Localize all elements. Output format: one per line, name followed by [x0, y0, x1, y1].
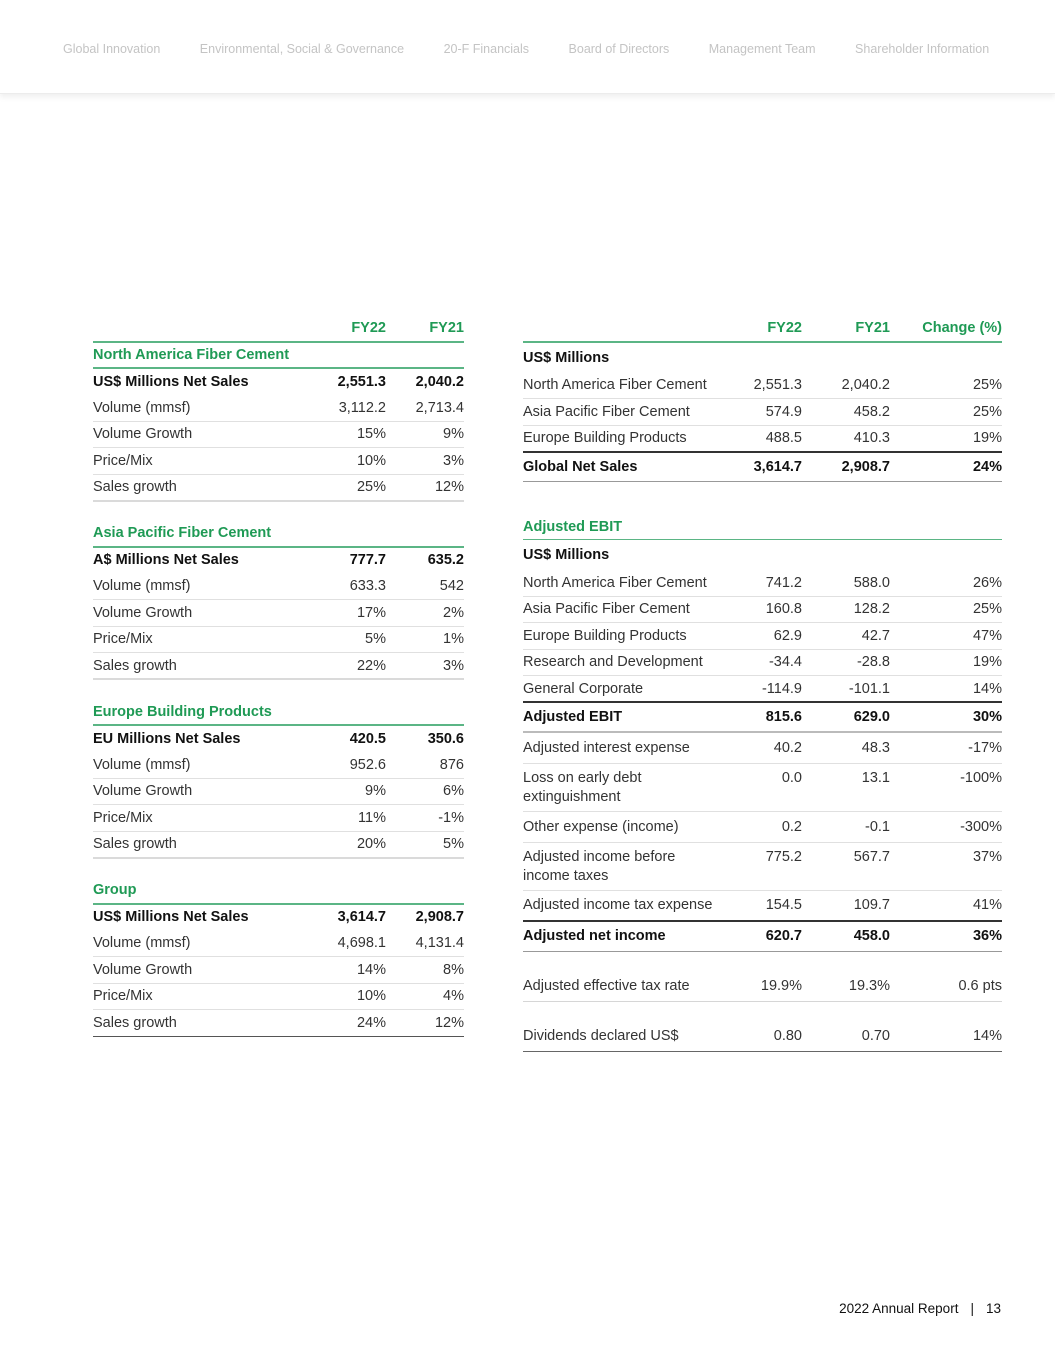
- value-fy21: -28.8: [802, 649, 890, 676]
- value-change: 19%: [890, 649, 1002, 676]
- row-label: Volume Growth: [93, 778, 313, 805]
- value-fy21: 2,908.7: [802, 452, 890, 482]
- spacer-row: [523, 482, 1002, 516]
- value-fy21: 19.3%: [802, 971, 890, 1001]
- value-fy22: 488.5: [723, 425, 802, 452]
- top-navigation: [0, 0, 1055, 94]
- row-label: Price/Mix: [93, 448, 313, 475]
- value-fy21: 5%: [386, 831, 464, 858]
- spacer-cell: [93, 858, 464, 878]
- unit-label: US$ Millions: [523, 546, 610, 563]
- value-fy22: 10%: [313, 448, 386, 475]
- value-fy22: 160.8: [723, 596, 802, 623]
- row-label: Volume (mmsf): [93, 752, 313, 779]
- value-fy21: 109.7: [802, 890, 890, 921]
- table-row: [93, 448, 464, 475]
- value-fy22: 0.80: [723, 1021, 802, 1051]
- header-fy22: FY22: [313, 315, 386, 342]
- section-title-row: [93, 878, 464, 904]
- row-label: US$ Millions Net Sales: [93, 909, 249, 926]
- value-fy21: 42.7: [802, 623, 890, 650]
- header-fy21: FY21: [386, 315, 464, 342]
- value-fy21: 876: [386, 752, 464, 779]
- nav-item-esg[interactable]: Environmental, Social & Governance: [199, 42, 405, 56]
- header-blank: [523, 315, 723, 342]
- value-change: 26%: [890, 570, 1002, 597]
- row-label: Price/Mix: [93, 805, 313, 832]
- row-label: Europe Building Products: [523, 623, 723, 650]
- unit-label: US$ Millions: [523, 349, 610, 366]
- value-fy22: 3,614.7: [337, 909, 386, 926]
- table-row: [523, 425, 1002, 452]
- nav-item-global-innovation[interactable]: Global Innovation: [63, 42, 161, 56]
- row-label: Research and Development: [523, 649, 723, 676]
- value-fy21: 48.3: [802, 732, 890, 763]
- row-label: Volume (mmsf): [93, 573, 313, 600]
- value-fy22: -34.4: [723, 649, 802, 676]
- table-row: [523, 649, 1002, 676]
- value-fy21: 2%: [386, 600, 464, 627]
- report-title: 2022 Annual Report: [839, 1301, 959, 1316]
- spacer-row: [523, 951, 1002, 971]
- nav-item-board-of-directors[interactable]: Board of Directors: [568, 42, 670, 56]
- table-row: [523, 676, 1002, 703]
- row-label: Sales growth: [93, 474, 313, 501]
- row-label: Volume (mmsf): [93, 395, 313, 422]
- table-row: [523, 763, 1002, 811]
- nav-list: [63, 42, 1029, 56]
- spacer-cell: [523, 951, 1002, 971]
- row-label: Dividends declared US$: [523, 1021, 723, 1051]
- value-fy22: 420.5: [349, 730, 386, 747]
- table-row: [523, 452, 1002, 482]
- value-fy22: 11%: [313, 805, 386, 832]
- value-change: 25%: [890, 372, 1002, 399]
- value-fy22: 952.6: [313, 752, 386, 779]
- financial-summary-table: [523, 315, 1002, 1052]
- value-fy22: 574.9: [723, 399, 802, 426]
- table-row: [523, 399, 1002, 426]
- row-label: Volume (mmsf): [93, 930, 313, 957]
- value-fy22: 2,551.3: [337, 373, 386, 390]
- segment-results-table: [93, 315, 464, 1037]
- section-title: North America Fiber Cement: [93, 342, 464, 368]
- header-fy21: FY21: [802, 315, 890, 342]
- value-fy22: 5%: [313, 626, 386, 653]
- row-label: Global Net Sales: [523, 452, 723, 482]
- section-title: Group: [93, 878, 464, 904]
- footer-separator: |: [970, 1301, 974, 1316]
- value-fy21: 588.0: [802, 570, 890, 597]
- value-change: 14%: [890, 1021, 1002, 1051]
- value-fy21: 458.0: [802, 921, 890, 951]
- spacer-row: [523, 1001, 1002, 1021]
- value-fy22: 2,551.3: [723, 372, 802, 399]
- table-row: [93, 778, 464, 805]
- table-row: [523, 372, 1002, 399]
- table-row: [523, 921, 1002, 951]
- section-spacer: [93, 679, 464, 699]
- value-fy21: 2,713.4: [386, 395, 464, 422]
- table-row: [93, 600, 464, 627]
- value-fy22: 19.9%: [723, 971, 802, 1001]
- row-label: Europe Building Products: [523, 425, 723, 452]
- value-change: 37%: [890, 842, 1002, 890]
- value-change: -100%: [890, 763, 1002, 811]
- value-fy22: 4,698.1: [313, 930, 386, 957]
- value-fy21: 3%: [386, 448, 464, 475]
- value-change: -17%: [890, 732, 1002, 763]
- table-row: [523, 842, 1002, 890]
- row-label: EU Millions Net Sales: [93, 730, 241, 747]
- table-row: [523, 623, 1002, 650]
- table-row: [93, 983, 464, 1010]
- row-label: Asia Pacific Fiber Cement: [523, 399, 723, 426]
- nav-item-20f-financials[interactable]: 20-F Financials: [443, 42, 530, 56]
- nav-item-shareholder-information[interactable]: Shareholder Information: [855, 42, 990, 56]
- spacer-cell: [523, 482, 1002, 516]
- value-change: 41%: [890, 890, 1002, 921]
- row-label: Asia Pacific Fiber Cement: [523, 596, 723, 623]
- table-row: [93, 805, 464, 832]
- value-fy21: 567.7: [802, 842, 890, 890]
- table-row: [93, 653, 464, 680]
- value-change: -300%: [890, 811, 1002, 842]
- value-fy21: 12%: [386, 1010, 464, 1037]
- value-fy22: 777.7: [349, 552, 386, 569]
- table-row: [93, 395, 464, 422]
- section-title-row: [93, 699, 464, 725]
- value-fy22: -114.9: [723, 676, 802, 703]
- table-row: [93, 474, 464, 501]
- value-fy21: 4%: [386, 983, 464, 1010]
- value-fy22: 40.2: [723, 732, 802, 763]
- table-row: [523, 890, 1002, 921]
- value-fy21: -1%: [386, 805, 464, 832]
- row-label: Adjusted interest expense: [523, 732, 723, 763]
- value-fy22: 22%: [313, 653, 386, 680]
- table-row: [523, 811, 1002, 842]
- unit-row: [523, 342, 1002, 372]
- page-number: 13: [985, 1301, 1001, 1316]
- section-spacer: [93, 501, 464, 521]
- row-label: Adjusted income before income taxes: [523, 842, 723, 890]
- table-row: [93, 831, 464, 858]
- section-title-row: [93, 342, 464, 368]
- row-label: US$ Millions Net Sales: [93, 373, 249, 390]
- table-row: [93, 725, 464, 752]
- row-label: Adjusted effective tax rate: [523, 971, 723, 1001]
- value-fy22: 620.7: [723, 921, 802, 951]
- value-fy21: 629.0: [802, 702, 890, 732]
- table-row: [93, 930, 464, 957]
- value-fy22: 815.6: [723, 702, 802, 732]
- value-change: 19%: [890, 425, 1002, 452]
- value-fy21: 128.2: [802, 596, 890, 623]
- value-fy22: 14%: [313, 957, 386, 984]
- table-header-row: [93, 315, 464, 342]
- table-row: [93, 626, 464, 653]
- value-fy22: 154.5: [723, 890, 802, 921]
- row-label: Sales growth: [93, 1010, 313, 1037]
- spacer-cell: [93, 501, 464, 521]
- value-fy22: 10%: [313, 983, 386, 1010]
- value-fy22: 17%: [313, 600, 386, 627]
- value-change: 25%: [890, 596, 1002, 623]
- value-fy22: 3,614.7: [723, 452, 802, 482]
- row-label: Volume Growth: [93, 421, 313, 448]
- value-fy21: 12%: [386, 474, 464, 501]
- row-label: Price/Mix: [93, 983, 313, 1010]
- section-title-row: [523, 516, 1002, 540]
- row-label: Volume Growth: [93, 600, 313, 627]
- value-fy22: 25%: [313, 474, 386, 501]
- table-row: [93, 421, 464, 448]
- nav-item-management-team[interactable]: Management Team: [708, 42, 816, 56]
- value-fy22: 741.2: [723, 570, 802, 597]
- value-fy21: 8%: [386, 957, 464, 984]
- value-fy21: 4,131.4: [386, 930, 464, 957]
- page-footer: [839, 1301, 1001, 1316]
- table-row: [523, 702, 1002, 732]
- value-fy21: 6%: [386, 778, 464, 805]
- value-fy22: 9%: [313, 778, 386, 805]
- row-label: Other expense (income): [523, 811, 723, 842]
- value-fy22: 775.2: [723, 842, 802, 890]
- row-label: Adjusted income tax expense: [523, 890, 723, 921]
- value-change: 0.6 pts: [890, 971, 1002, 1001]
- table-row: [523, 1021, 1002, 1051]
- value-fy22: 0.0: [723, 763, 802, 811]
- row-label: General Corporate: [523, 676, 723, 703]
- header-change: Change (%): [890, 315, 1002, 342]
- value-fy22: 20%: [313, 831, 386, 858]
- value-fy21: 3%: [386, 653, 464, 680]
- value-change: 36%: [890, 921, 1002, 951]
- value-fy21: 542: [386, 573, 464, 600]
- row-label: Volume Growth: [93, 957, 313, 984]
- value-change: 30%: [890, 702, 1002, 732]
- row-label: North America Fiber Cement: [523, 372, 723, 399]
- value-fy21: 2,908.7: [415, 909, 464, 926]
- value-fy21: 13.1: [802, 763, 890, 811]
- value-fy21: 9%: [386, 421, 464, 448]
- value-fy21: 1%: [386, 626, 464, 653]
- value-fy22: 24%: [313, 1010, 386, 1037]
- value-fy22: 0.2: [723, 811, 802, 842]
- row-label: North America Fiber Cement: [523, 570, 723, 597]
- value-change: 14%: [890, 676, 1002, 703]
- value-fy22: 3,112.2: [313, 395, 386, 422]
- value-fy21: 410.3: [802, 425, 890, 452]
- value-fy21: 0.70: [802, 1021, 890, 1051]
- value-fy21: 350.6: [427, 730, 464, 747]
- section-spacer: [93, 858, 464, 878]
- section-title: Europe Building Products: [93, 699, 464, 725]
- value-fy21: 2,040.2: [415, 373, 464, 390]
- value-fy21: 2,040.2: [802, 372, 890, 399]
- value-fy21: 458.2: [802, 399, 890, 426]
- unit-row: [523, 540, 1002, 570]
- table-row: [523, 570, 1002, 597]
- table-row: [523, 596, 1002, 623]
- section-title-row: [93, 521, 464, 547]
- section-title: Adjusted EBIT: [523, 516, 1002, 540]
- table-row: [523, 971, 1002, 1001]
- table-row: [93, 752, 464, 779]
- value-fy22: 62.9: [723, 623, 802, 650]
- row-label: Adjusted EBIT: [523, 702, 723, 732]
- row-label: Sales growth: [93, 831, 313, 858]
- value-fy21: -101.1: [802, 676, 890, 703]
- table-row: [93, 1010, 464, 1037]
- row-label: Loss on early debt extinguishment: [523, 763, 723, 811]
- spacer-cell: [93, 679, 464, 699]
- value-change: 24%: [890, 452, 1002, 482]
- section-title: Asia Pacific Fiber Cement: [93, 521, 464, 547]
- row-label: Sales growth: [93, 653, 313, 680]
- table-row: [523, 732, 1002, 763]
- row-label: Adjusted net income: [523, 921, 723, 951]
- table-row: [93, 957, 464, 984]
- value-fy21: -0.1: [802, 811, 890, 842]
- spacer-cell: [523, 1001, 1002, 1021]
- header-fy22: FY22: [723, 315, 802, 342]
- table-row: [93, 904, 464, 931]
- table-header-row: [523, 315, 1002, 342]
- row-label: Price/Mix: [93, 626, 313, 653]
- value-fy22: 633.3: [313, 573, 386, 600]
- value-change: 47%: [890, 623, 1002, 650]
- value-fy21: 635.2: [427, 552, 464, 569]
- row-label: A$ Millions Net Sales: [93, 552, 239, 569]
- table-row: [93, 368, 464, 395]
- header-blank: [93, 315, 313, 342]
- value-fy22: 15%: [313, 421, 386, 448]
- table-row: [93, 547, 464, 574]
- value-change: 25%: [890, 399, 1002, 426]
- table-row: [93, 573, 464, 600]
